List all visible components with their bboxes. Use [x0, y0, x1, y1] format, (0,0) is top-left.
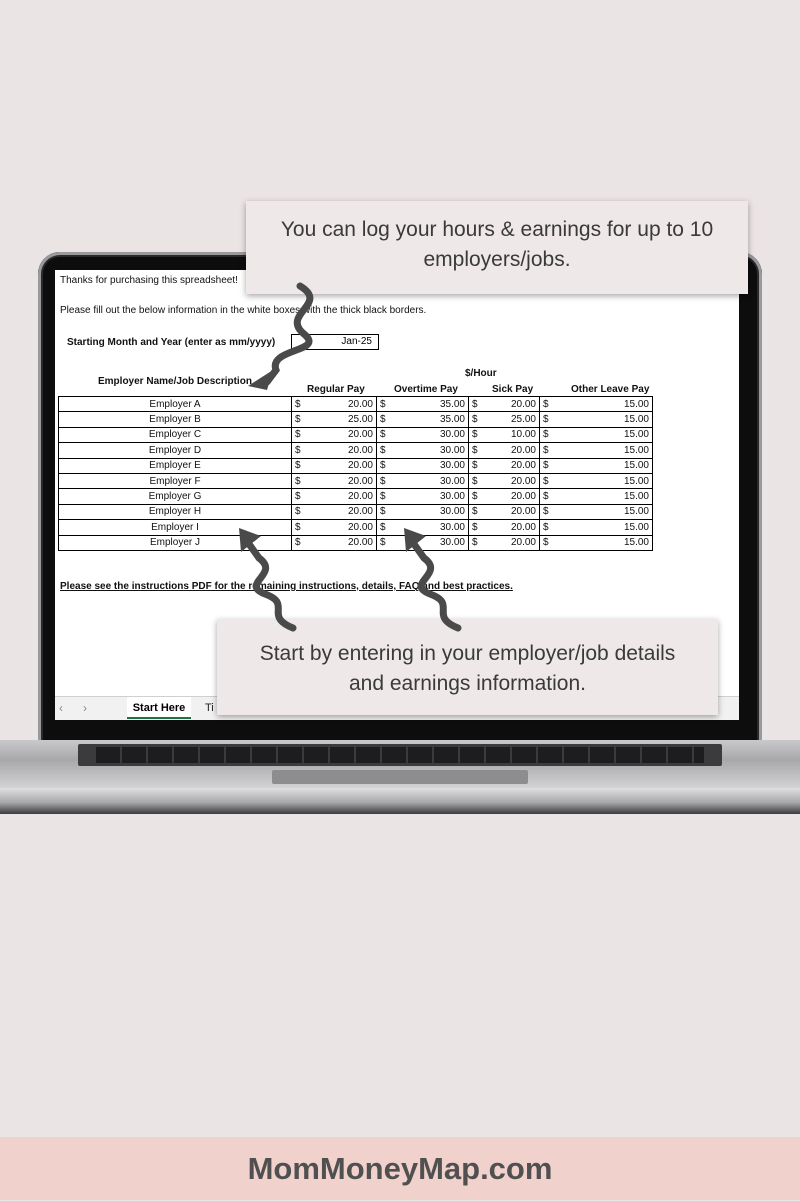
currency-symbol: $	[295, 475, 301, 487]
chevron-right-icon[interactable]: ›	[83, 701, 87, 715]
sick-pay-cell[interactable]	[469, 397, 540, 412]
table-row	[59, 427, 653, 442]
currency-symbol: $	[543, 460, 549, 472]
currency-symbol: $	[543, 491, 549, 503]
overtime-pay-cell[interactable]	[377, 397, 469, 412]
employer-name-cell[interactable]: Employer E	[59, 458, 292, 473]
currency-symbol: $	[380, 398, 386, 410]
currency-symbol: $	[380, 506, 386, 518]
squiggle-arrow-up-left-icon	[233, 522, 313, 634]
currency-symbol: $	[543, 506, 549, 518]
pay-rate-value: 20.00	[347, 460, 373, 472]
pay-rate-value: 30.00	[439, 521, 465, 533]
sick-pay-cell[interactable]	[469, 458, 540, 473]
start-month-label: Starting Month and Year (enter as mm/yyyy)	[67, 337, 276, 348]
pay-rate-value: 20.00	[347, 521, 373, 533]
overtime-pay-cell[interactable]	[377, 489, 469, 504]
currency-symbol: $	[472, 537, 478, 549]
currency-symbol: $	[295, 414, 301, 426]
sick-pay-cell[interactable]	[469, 504, 540, 519]
currency-symbol: $	[295, 460, 301, 472]
overtime-pay-cell[interactable]	[377, 443, 469, 458]
currency-symbol: $	[295, 537, 301, 549]
employer-name-cell[interactable]: Employer I	[59, 520, 292, 535]
pay-rate-value: 25.00	[347, 414, 373, 426]
currency-symbol: $	[380, 521, 386, 533]
other-pay-cell[interactable]	[540, 535, 653, 550]
pay-rate-value: 35.00	[439, 398, 465, 410]
other-pay-cell[interactable]	[540, 520, 653, 535]
sick-pay-cell[interactable]	[469, 443, 540, 458]
regular-pay-cell[interactable]	[292, 489, 377, 504]
regular-pay-cell[interactable]	[292, 473, 377, 488]
column-header-other-leave: Other Leave Pay	[571, 384, 650, 395]
table-row	[59, 443, 653, 458]
overtime-pay-cell[interactable]	[377, 473, 469, 488]
keyboard-keys	[96, 747, 704, 763]
currency-symbol: $	[295, 491, 301, 503]
employer-name-cell[interactable]: Employer A	[59, 397, 292, 412]
regular-pay-cell[interactable]	[292, 412, 377, 427]
regular-pay-cell[interactable]	[292, 443, 377, 458]
sick-pay-cell[interactable]	[469, 520, 540, 535]
employer-name-cell[interactable]: Employer D	[59, 443, 292, 458]
employer-name-cell[interactable]: Employer H	[59, 504, 292, 519]
currency-symbol: $	[472, 506, 478, 518]
callout-top: You can log your hours & earnings for up to 10 employers/jobs.	[246, 201, 748, 294]
table-row	[59, 489, 653, 504]
pay-rate-value: 15.00	[623, 537, 649, 549]
sick-pay-cell[interactable]	[469, 473, 540, 488]
currency-symbol: $	[295, 506, 301, 518]
squiggle-arrow-down-icon	[240, 282, 340, 397]
currency-symbol: $	[380, 414, 386, 426]
pay-rate-value: 20.00	[510, 506, 536, 518]
trackpad	[272, 770, 528, 784]
currency-symbol: $	[380, 537, 386, 549]
pay-rate-value: 15.00	[623, 460, 649, 472]
currency-symbol: $	[543, 444, 549, 456]
pay-rate-value: 30.00	[439, 444, 465, 456]
currency-symbol: $	[380, 429, 386, 441]
currency-symbol: $	[295, 398, 301, 410]
sick-pay-cell[interactable]	[469, 427, 540, 442]
pay-rate-value: 15.00	[623, 491, 649, 503]
pay-rate-value: 30.00	[439, 429, 465, 441]
table-row	[59, 458, 653, 473]
pay-rate-value: 15.00	[623, 398, 649, 410]
employer-name-cell[interactable]: Employer F	[59, 473, 292, 488]
overtime-pay-cell[interactable]	[377, 412, 469, 427]
other-pay-cell[interactable]	[540, 489, 653, 504]
currency-symbol: $	[472, 444, 478, 456]
sick-pay-cell[interactable]	[469, 412, 540, 427]
currency-symbol: $	[380, 444, 386, 456]
employer-name-cell[interactable]: Employer G	[59, 489, 292, 504]
pay-rate-value: 25.00	[510, 414, 536, 426]
pay-rate-value: 20.00	[347, 491, 373, 503]
pay-rate-value: 20.00	[510, 491, 536, 503]
other-pay-cell[interactable]	[540, 427, 653, 442]
fill-instructions-text: Please fill out the below information in the white boxes with the thick black borders.	[60, 305, 427, 316]
currency-symbol: $	[295, 521, 301, 533]
currency-symbol: $	[472, 414, 478, 426]
table-row	[59, 412, 653, 427]
pay-rate-value: 35.00	[439, 414, 465, 426]
table-row	[59, 504, 653, 519]
pay-rate-value: 20.00	[347, 398, 373, 410]
pay-rate-value: 15.00	[623, 506, 649, 518]
sick-pay-cell[interactable]	[469, 535, 540, 550]
column-header-sick: Sick Pay	[492, 384, 534, 395]
table-row	[59, 535, 653, 550]
pay-rate-value: 20.00	[510, 398, 536, 410]
pay-rate-value: 15.00	[623, 521, 649, 533]
column-header-regular: Regular Pay	[307, 384, 365, 395]
thanks-text: Thanks for purchasing this spreadsheet!	[60, 275, 238, 286]
pay-rate-value: 15.00	[623, 444, 649, 456]
currency-symbol: $	[543, 429, 549, 441]
currency-symbol: $	[472, 475, 478, 487]
regular-pay-cell[interactable]	[292, 458, 377, 473]
currency-symbol: $	[295, 444, 301, 456]
currency-symbol: $	[543, 414, 549, 426]
pay-rate-value: 20.00	[510, 521, 536, 533]
currency-symbol: $	[543, 521, 549, 533]
pay-rate-value: 20.00	[347, 444, 373, 456]
other-pay-cell[interactable]	[540, 412, 653, 427]
pay-rate-value: 30.00	[439, 537, 465, 549]
other-pay-cell[interactable]	[540, 473, 653, 488]
regular-pay-cell[interactable]	[292, 504, 377, 519]
overtime-pay-cell[interactable]	[377, 458, 469, 473]
other-pay-cell[interactable]	[540, 504, 653, 519]
pay-rate-value: 20.00	[347, 429, 373, 441]
currency-symbol: $	[472, 491, 478, 503]
pay-rate-value: 20.00	[347, 475, 373, 487]
currency-symbol: $	[295, 429, 301, 441]
employer-name-cell[interactable]: Employer C	[59, 427, 292, 442]
overtime-pay-cell[interactable]	[377, 427, 469, 442]
instructions-pdf-text: Please see the instructions PDF for the remaining instructions, details, FAQ and best practices.	[60, 581, 513, 592]
rate-header: $/Hour	[465, 368, 497, 379]
currency-symbol: $	[472, 398, 478, 410]
chevron-left-icon[interactable]: ‹	[59, 701, 63, 715]
pay-rate-value: 15.00	[623, 429, 649, 441]
other-pay-cell[interactable]	[540, 443, 653, 458]
start-month-input[interactable]: Jan-25	[291, 334, 379, 350]
pay-rate-value: 20.00	[510, 475, 536, 487]
pay-rate-value: 20.00	[347, 537, 373, 549]
currency-symbol: $	[543, 475, 549, 487]
pay-rate-value: 15.00	[623, 414, 649, 426]
other-pay-cell[interactable]	[540, 458, 653, 473]
table-row	[59, 397, 653, 412]
currency-symbol: $	[472, 460, 478, 472]
regular-pay-cell[interactable]	[292, 427, 377, 442]
currency-symbol: $	[543, 398, 549, 410]
tab-other[interactable]: Ti	[205, 702, 214, 714]
tab-start-here[interactable]: Start Here	[127, 697, 191, 719]
other-pay-cell[interactable]	[540, 397, 653, 412]
pay-rate-value: 15.00	[623, 475, 649, 487]
currency-symbol: $	[380, 475, 386, 487]
table-row	[59, 473, 653, 488]
table-row	[59, 520, 653, 535]
overtime-pay-cell[interactable]	[377, 504, 469, 519]
pay-rate-value: 10.00	[510, 429, 536, 441]
pay-rate-value: 30.00	[439, 506, 465, 518]
brand-footer: MomMoneyMap.com	[0, 1137, 800, 1200]
pay-rate-value: 30.00	[439, 460, 465, 472]
currency-symbol: $	[543, 537, 549, 549]
employer-column-header: Employer Name/Job Description	[98, 376, 252, 387]
laptop-base	[0, 788, 800, 814]
currency-symbol: $	[472, 429, 478, 441]
pay-rate-value: 20.00	[510, 537, 536, 549]
pay-rate-value: 20.00	[347, 506, 373, 518]
callout-bottom: Start by entering in your employer/job details and earnings information.	[217, 619, 718, 715]
pay-rate-value: 20.00	[510, 460, 536, 472]
currency-symbol: $	[472, 521, 478, 533]
employer-name-cell[interactable]: Employer J	[59, 535, 292, 550]
column-header-overtime: Overtime Pay	[394, 384, 458, 395]
pay-rate-value: 20.00	[510, 444, 536, 456]
squiggle-arrow-up-right-icon	[396, 520, 476, 634]
sick-pay-cell[interactable]	[469, 489, 540, 504]
regular-pay-cell[interactable]	[292, 397, 377, 412]
employer-name-cell[interactable]: Employer B	[59, 412, 292, 427]
currency-symbol: $	[380, 491, 386, 503]
employer-rate-table	[58, 396, 653, 551]
currency-symbol: $	[380, 460, 386, 472]
pay-rate-value: 30.00	[439, 475, 465, 487]
pay-rate-value: 30.00	[439, 491, 465, 503]
